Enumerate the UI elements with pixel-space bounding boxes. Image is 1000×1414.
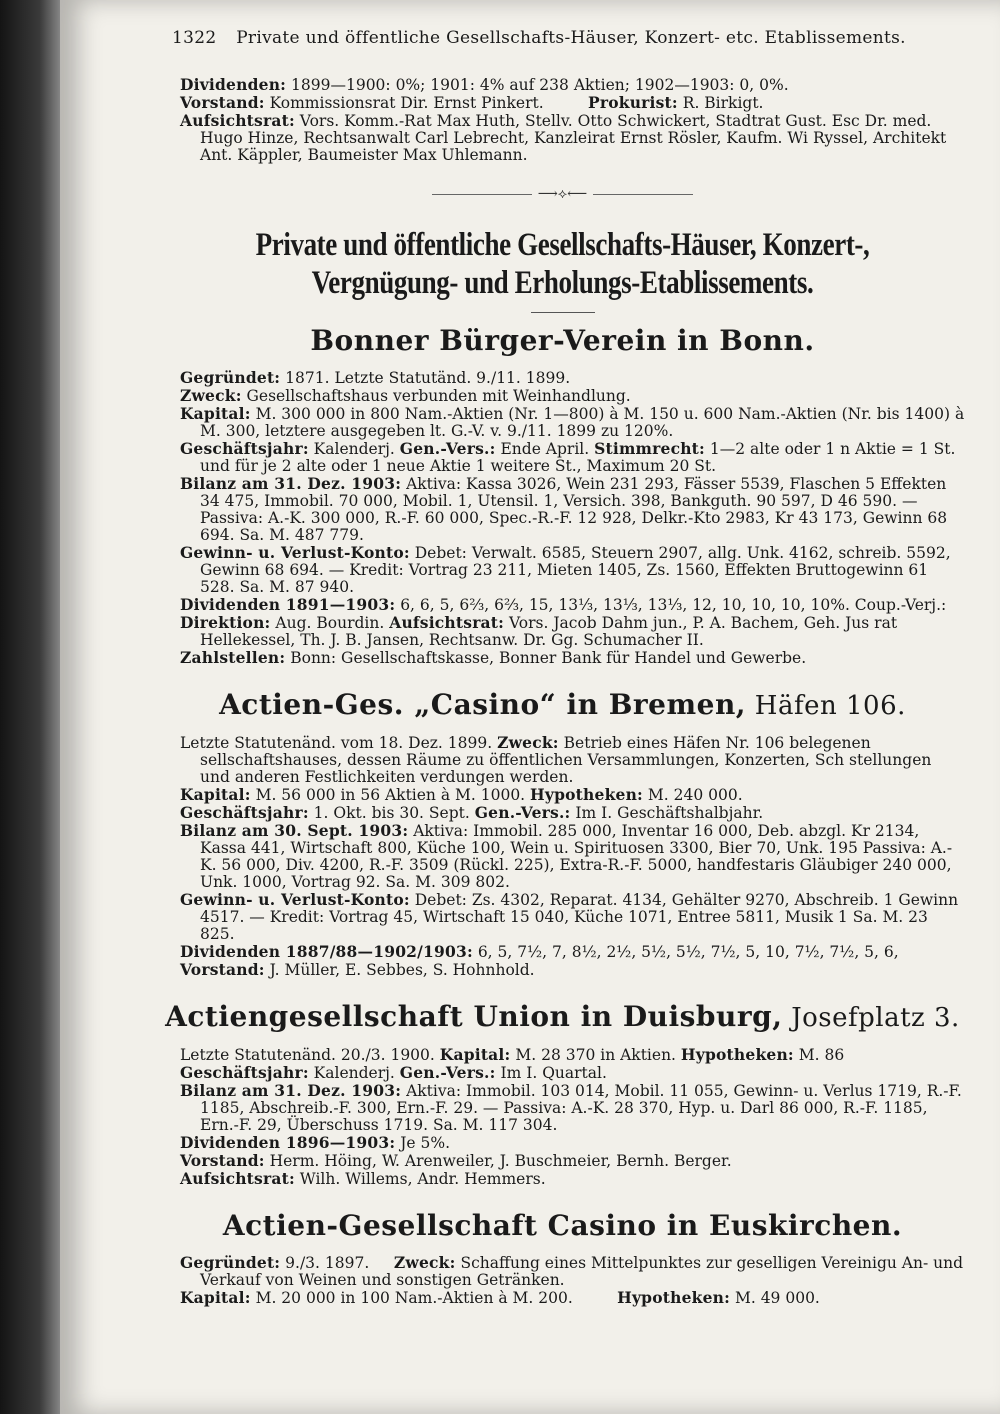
entry-line [160, 544, 965, 596]
company-entry [160, 1210, 965, 1307]
section-title: Private und öffentliche Gesellschafts-Häuser, Konzert-, Vergnügung- und Erholungs-Etablissements. [255, 227, 870, 301]
field-text: Letzte Statutenänd. vom 18. Dez. 1899. [180, 734, 493, 752]
field-label: Kapital: [180, 1288, 251, 1307]
field-text: Bonn: Gesellschaftskasse, Bonner Bank für Handel und Gewerbe. [285, 649, 807, 667]
entry-line [160, 1064, 965, 1082]
field-text: Je 5%. [395, 1134, 451, 1152]
field-label: Gewinn- u. Verlust-Konto: [180, 890, 410, 909]
field-label: Zweck: [180, 386, 242, 405]
field-label: Hypotheken: [617, 1288, 731, 1307]
field-label: Dividenden 1887/88—1902/1903: [180, 942, 473, 961]
field-label: Gen.-Vers.: [399, 1063, 496, 1082]
field-label: Hypotheken: [680, 1045, 794, 1064]
field-label: Stimmrecht: [594, 439, 705, 458]
field-label: Aufsichtsrat: [180, 1169, 295, 1188]
field-text: Im I. Quartal. [495, 1064, 607, 1082]
entry-line [160, 1082, 965, 1134]
field-text: Vors. Komm.-Rat Max Huth, Stellv. Otto Schwickert, Stadtrat Gust. Esc Dr. med. Hugo Hinze, Rechtsanwalt Carl Lebrecht, Kanzleirat Ernst Rösler, Kaufm. Wi Ryssel, Architekt Ant. Käppler, Baumeister Max Uhlemann. [200, 112, 947, 164]
field-text: Vors. Jacob Dahm jun., P. A. Bachem, Geh. Jus rat Hellekessel, Th. J. B. Jansen, Rechtsanw. Dr. Gg. Schumacher II. [200, 614, 898, 649]
field-label: Kapital: [180, 404, 251, 423]
field-label: Hypotheken: [530, 785, 643, 804]
field-text: Betrieb eines Häfen Nr. 106 belegenen sellschaftshauses, dessen Räume zu öffentlichen Versammlungen, Konzerten, Sch stellungen und anderen Festlichkeiten verdungen werden. [200, 734, 932, 786]
title-rule [531, 312, 595, 313]
field-label: Geschäftsjahr: [180, 439, 309, 458]
field-text: Schaffung eines Mittelpunktes zur geselligen Vereinigu An- und Verkauf von Weinen und sonstigen Getränken. [200, 1254, 964, 1289]
field-text: Debet: Zs. 4302, Reparat. 4134, Gehälter 9270, Abschreib. 1 Gewinn 4517. — Kredit: Vortrag 45, Wirtschaft 15 040, Küche 1071, Entree 5811, Musik 1 Sa. M. 23 825. [200, 891, 959, 943]
field-label: Kapital: [180, 785, 251, 804]
field-text: Gesellschaftshaus verbunden mit Weinhandlung. [241, 387, 631, 405]
field-text: Im I. Geschäftshalbjahr. [570, 804, 764, 822]
entry-line [160, 1134, 965, 1152]
company-entry [160, 325, 965, 667]
entry-line [160, 405, 965, 440]
entry-line [160, 1254, 965, 1289]
field-label: Bilanz am 30. Sept. 1903: [180, 821, 409, 840]
entry-line [160, 943, 965, 961]
field-text: Kalenderj. [308, 440, 395, 458]
field-text: M. 56 000 in 56 Aktien à M. 1000. [250, 786, 526, 804]
field-label: Vorstand: [180, 960, 265, 979]
entry-line [160, 369, 965, 387]
entry-line [160, 1152, 965, 1170]
entry-line [160, 1170, 965, 1188]
company-heading [160, 689, 965, 722]
field-label: Vorstand: [180, 1151, 265, 1170]
entry-line [160, 596, 965, 614]
field-text: M. 28 370 in Aktien. [510, 1046, 676, 1064]
field-label: Dividenden 1896—1903: [180, 1133, 396, 1152]
entry-line [160, 614, 965, 649]
entry-line [160, 76, 965, 94]
company-address: Häfen 106. [746, 691, 906, 721]
field-text: Debet: Verwalt. 6585, Steuern 2907, allg. Unk. 4162, schreib. 5592, Gewinn 68 694. — Kredit: Vortrag 23 211, Mieten 1405, Zs. 1560, Effekten Bruttogewinn 61 528. Sa. M. 87 940. [200, 544, 951, 596]
field-label: Dividenden: [180, 75, 287, 94]
entry-line [160, 891, 965, 943]
field-text: 6, 6, 5, 6⅔, 6⅔, 15, 13⅓, 13⅓, 13⅓, 12, 10, 10, 10, 10%. Coup.-Verj.: [395, 596, 947, 614]
entry-line [160, 734, 965, 786]
company-entry [160, 1001, 965, 1188]
field-label: Aufsichtsrat: [180, 111, 295, 130]
company-name: Actiengesellschaft Union in Duisburg, [165, 1000, 783, 1033]
field-text: M. 20 000 in 100 Nam.-Aktien à M. 200. [250, 1289, 573, 1307]
field-text: Kalenderj. [308, 1064, 395, 1082]
field-label: Geschäftsjahr: [180, 1063, 309, 1082]
company-heading [160, 325, 965, 357]
page-content [160, 28, 965, 1329]
company-heading [160, 1001, 965, 1034]
running-header [172, 28, 965, 48]
field-label: Kapital: [439, 1045, 511, 1064]
field-label: Gen.-Vers.: [399, 439, 496, 458]
company-name: Actien-Ges. „Casino“ in Bremen, [219, 688, 747, 721]
field-text: 1871. Letzte Statutänd. 9./11. 1899. [280, 369, 571, 387]
field-label: Bilanz am 31. Dez. 1903: [180, 474, 402, 493]
field-text: Aug. Bourdin. [270, 614, 385, 632]
book-page [60, 0, 1000, 1414]
company-entry [160, 689, 965, 979]
field-label: Geschäftsjahr: [180, 803, 309, 822]
field-text: Aktiva: Kassa 3026, Wein 231 293, Fässer 5539, Flaschen 5 Effekten 34 475, Immobil. 70 000, Mobil. 1, Utensil. 1, Versich. 398, Bankguth. 90 597, D 46 590. — Passiva: A.-K. 300 000, R.-F. 60 000, Spec.-R.-F. 12 928, Delkr.-Kto 2983, Kr 43 173, Gewinn 68 694. Sa. M. 487 779. [200, 475, 948, 544]
entry-line [160, 94, 965, 112]
entry-line [160, 1289, 965, 1307]
ornament-glyph: ⟶⟡⟵ [537, 186, 588, 202]
company-name: Bonner Bürger-Verein in Bonn. [310, 324, 815, 357]
field-label: Aufsichtsrat: [389, 613, 505, 632]
field-label: Gegründet: [180, 1253, 281, 1272]
company-address: Josefplatz 3. [782, 1003, 960, 1033]
field-label: Gegründet: [180, 368, 281, 387]
field-label: Zweck: [393, 1253, 456, 1272]
field-text: 9./3. 1897. [280, 1254, 370, 1272]
field-text: Aktiva: Immobil. 285 000, Inventar 16 000, Deb. abzgl. Kr 2134, Kassa 441, Wirtschaft 800, Küche 100, Wein u. Spirituosen 3300, Bier 70, Unk. 195 Passiva: A.-K. 56 000, Div. 4200, R.-F. 3509 (Rückl. 225), Extra-R.-F. 5000, handfestaris Gläubiger 240 000, Unk. 1000, Vortrag 92. Sa. M. 309 802. [200, 822, 953, 891]
entry-line [160, 822, 965, 891]
field-label: Gewinn- u. Verlust-Konto: [180, 543, 410, 562]
field-text: 1—2 alte oder 1 n Aktie = 1 St. und für je 2 alte oder 1 neue Aktie 1 weitere St., Maximum 20 St. [200, 440, 956, 475]
field-text: M. 86 [793, 1046, 845, 1064]
field-text: Herm. Höing, W. Arenweiler, J. Buschmeier, Bernh. Berger. [264, 1152, 732, 1170]
entry-line [160, 961, 965, 979]
entry-line [160, 786, 965, 804]
field-label: Zahlstellen: [180, 648, 286, 667]
entry-line [160, 1046, 965, 1064]
field-text: Letzte Statutenänd. 20./3. 1900. [180, 1046, 435, 1064]
previous-entry [160, 76, 965, 164]
field-label: Zweck: [497, 733, 559, 752]
field-text: M. 300 000 in 800 Nam.-Aktien (Nr. 1—800) à M. 150 u. 600 Nam.-Aktien (Nr. bis 1400) à M. 300, letztere ausgegeben lt. G.-V. v. 9./11. 1899 zu 120%. [200, 405, 965, 440]
field-text: Kommissionsrat Dir. Ernst Pinkert. [264, 94, 544, 112]
field-text: 6, 5, 7½, 7, 8½, 2½, 5½, 5½, 7½, 5, 10, 7½, 7½, 5, 6, [472, 943, 899, 961]
running-title: Private und öffentliche Gesellschafts-Häuser, Konzert- etc. Etablissements. [236, 28, 906, 48]
company-name: Actien-Gesellschaft Casino in Euskirchen. [222, 1209, 903, 1242]
field-text: R. Birkigt. [677, 94, 764, 112]
entry-line [160, 112, 965, 164]
field-text: Ende April. [495, 440, 590, 458]
page-number: 1322 [172, 28, 217, 48]
ornament-divider [160, 186, 965, 202]
field-text: M. 49 000. [730, 1289, 820, 1307]
field-text: Aktiva: Immobil. 103 014, Mobil. 11 055, Gewinn- u. Verlus 1719, R.-F. 1185, Abschreib.-F. 300, Ern.-F. 29. — Passiva: A.-K. 28 370, Hyp. u. Darl 86 000, R.-F. 1185, Ern.-F. 29, Überschuss 1719. Sa. M. 117 304. [200, 1082, 962, 1134]
entry-line [160, 804, 965, 822]
entry-line [160, 475, 965, 544]
field-label: Direktion: [180, 613, 271, 632]
field-text: J. Müller, E. Sebbes, S. Hohnhold. [264, 961, 535, 979]
field-text: 1899—1900: 0%; 1901: 4% auf 238 Aktien; 1902—1903: 0, 0%. [286, 76, 789, 94]
company-heading [160, 1210, 965, 1242]
field-text: M. 240 000. [642, 786, 743, 804]
entry-line [160, 649, 965, 667]
field-label: Gen.-Vers.: [474, 803, 571, 822]
entry-line [160, 387, 965, 405]
field-label: Vorstand: [180, 93, 265, 112]
field-text: 1. Okt. bis 30. Sept. [308, 804, 470, 822]
field-label: Prokurist: [588, 93, 678, 112]
field-label: Dividenden 1891—1903: [180, 595, 396, 614]
field-label: Bilanz am 31. Dez. 1903: [180, 1081, 402, 1100]
entry-line [160, 440, 965, 475]
field-text: Wilh. Willems, Andr. Hemmers. [294, 1170, 546, 1188]
